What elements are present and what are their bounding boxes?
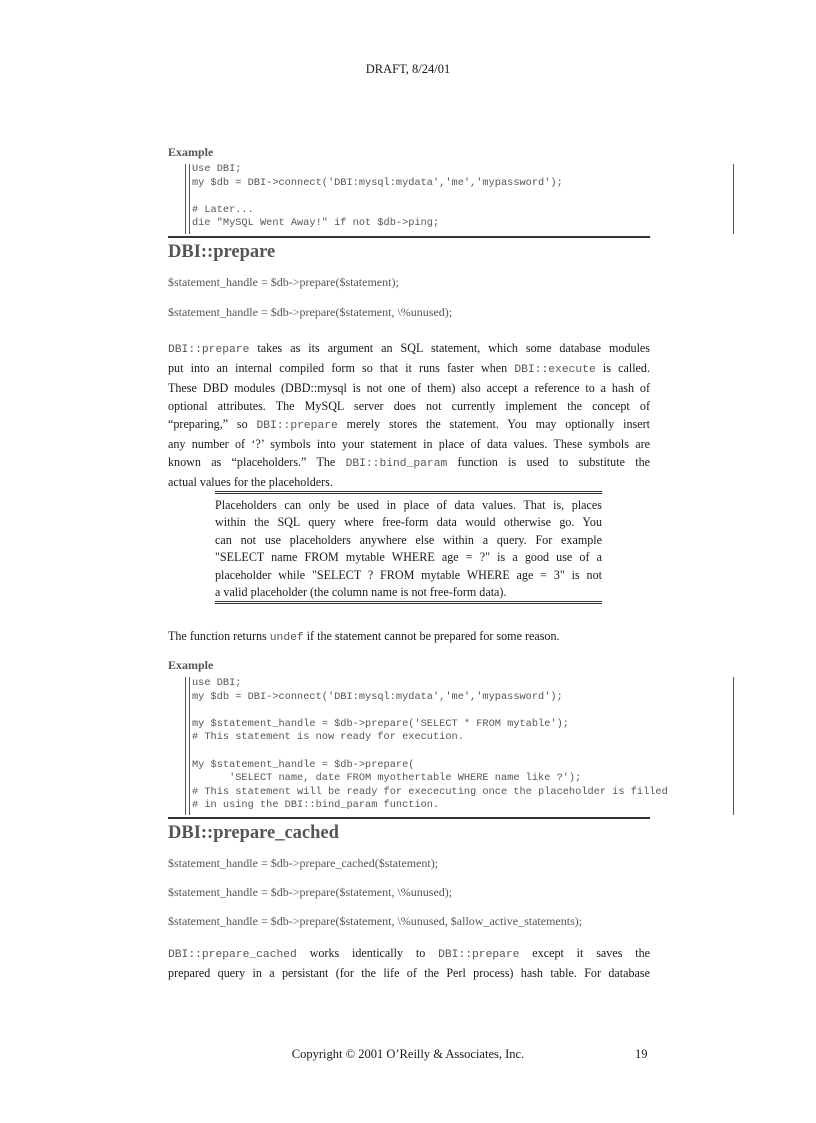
code-inline: DBI::prepare_cached	[168, 949, 297, 961]
code-inline: DBI::prepare	[256, 420, 338, 432]
example-label: Example	[168, 658, 214, 672]
code-margin-bar	[189, 677, 190, 815]
paragraph-line	[168, 627, 650, 647]
note-line: "SELECT name FROM mytable WHERE age = ?" is a good use of a	[215, 550, 602, 565]
signature: $statement_handle = $db->prepare($statement, \%unused);	[168, 885, 453, 899]
note-line: a valid placeholder (the column name is not free-form data).	[215, 585, 507, 600]
example-label: Example	[168, 145, 214, 159]
code-block: use DBI; my $db = DBI->connect('DBI:mysql:mydata','me','mypassword'); my $statement_handle = $db->prepare('SELECT * FROM mytable'); # This statement is now ready for execution. My $statement_handle = $db->prepare( 'SELECT name, date FROM myothertable WHERE name like ?'); # This statement will be ready for exececuting once the placeholder is filled # in using the DBI::bind_param function.	[192, 677, 668, 812]
text-run: if the statement cannot be prepared for some reason.	[303, 629, 560, 643]
text-run: put into an internal compiled form so that it runs faster when	[168, 361, 515, 375]
code-margin-bar	[189, 164, 190, 234]
text-run: function is used to substitute the	[447, 455, 650, 469]
note-rule-bottom	[215, 601, 602, 604]
paragraph-line: These DBD modules (DBD::mysql is not one of them) also accept a reference to a hash of	[168, 381, 650, 395]
section-title: DBI::prepare	[168, 242, 276, 262]
code-margin-bar	[185, 164, 186, 234]
paragraph-line: any number of ‘?’ symbols into your statement in place of data values. These symbols are	[168, 437, 650, 451]
text-run: works identically to	[296, 946, 439, 960]
copyright-footer: Copyright © 2001 O’Reilly & Associates, Inc.	[291, 1047, 525, 1061]
note-line: Placeholders can only be used in place of data values. That is, places	[215, 498, 602, 512]
paragraph-line	[168, 415, 650, 435]
text-run: except it saves the	[519, 946, 650, 960]
section-rule	[168, 817, 650, 819]
note-box	[215, 497, 602, 601]
page-number: 19	[635, 1047, 648, 1061]
returns-paragraph	[168, 627, 650, 647]
code-block: Use DBI; my $db = DBI->connect('DBI:mysql:mydata','me','mypassword'); # Later... die "MySQL Went Away!" if not $db->ping;	[192, 163, 563, 230]
note-rule-top	[215, 491, 602, 494]
description-paragraph	[168, 944, 650, 982]
change-bar	[733, 164, 734, 234]
paragraph-line: actual values for the placeholders.	[168, 475, 333, 489]
text-run: merely stores the statement. You may optionally insert	[337, 417, 650, 431]
text-run: “preparing,” so	[168, 417, 257, 431]
code-inline: DBI::execute	[514, 364, 596, 376]
paragraph-line: optional attributes. The MySQL server does not currently implement the concept of	[168, 399, 650, 413]
note-line: placeholder while "SELECT ? FROM mytable WHERE age = 3" is not	[215, 567, 602, 582]
paragraph-line	[168, 453, 650, 473]
code-inline: DBI::prepare	[438, 949, 520, 961]
text-run: takes as its argument an SQL statement, which some database modules	[249, 341, 650, 355]
note-line: within the SQL query where free-form data would otherwise go. You	[215, 515, 602, 530]
description-paragraph	[168, 339, 650, 491]
paragraph-line	[168, 359, 650, 379]
code-inline: DBI::prepare	[168, 344, 250, 356]
text-run: is called.	[595, 361, 650, 375]
signature: $statement_handle = $db->prepare($statement, \%unused);	[168, 305, 453, 319]
signature: $statement_handle = $db->prepare($statement, \%unused, $allow_active_statements);	[168, 914, 583, 928]
code-inline: DBI::bind_param	[345, 458, 448, 470]
page-header: DRAFT, 8/24/01	[365, 62, 451, 76]
section-rule	[168, 236, 650, 238]
section-title: DBI::prepare_cached	[168, 823, 339, 843]
change-bar	[733, 677, 734, 815]
code-margin-bar	[185, 677, 186, 815]
code-inline: undef	[269, 632, 304, 644]
note-line: can not use placeholders anywhere else within a query. For example	[215, 532, 602, 547]
text-run: known as “placeholders.” The	[168, 455, 346, 469]
paragraph-line	[168, 944, 650, 964]
paragraph-line	[168, 339, 650, 359]
signature: $statement_handle = $db->prepare_cached($statement);	[168, 856, 439, 870]
text-run: The function returns	[168, 629, 270, 643]
signature: $statement_handle = $db->prepare($statement);	[168, 275, 399, 289]
paragraph-line: prepared query in a persistant (for the life of the Perl process) hash table. For database	[168, 966, 650, 980]
